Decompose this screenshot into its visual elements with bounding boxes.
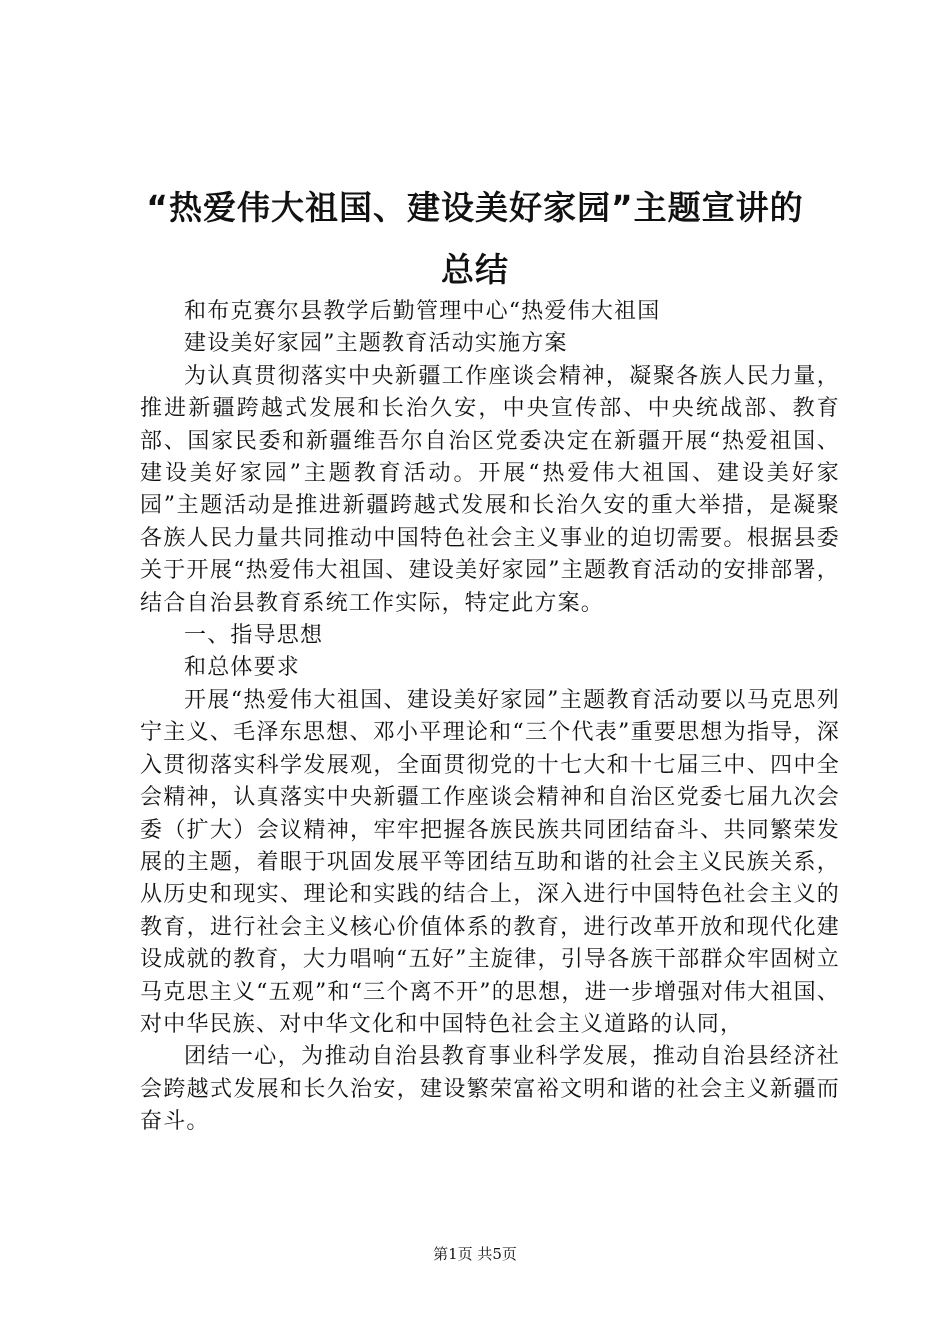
body-paragraph: 建设美好家园”主题教育活动实施方案 <box>184 331 568 357</box>
document-title-line-1: “热爱伟大祖国、建设美好家园”主题宣讲的 <box>146 188 804 227</box>
body-paragraph: 开展“热爱伟大祖国、建设美好家园”主题教育活动要以马克思列宁主义、毛泽东思想、邓小平理论和“三个代表”重要思想为指导，深入贯彻落实科学发展观，全面贯彻党的十七大和十七届三中、四中全会精神，认真落实中央新疆工作座谈会精神和自治区党委七届九次会委（扩大）会议精神，牢牢把握各族民族共同团结奋斗、共同繁荣发展的主题，着眼于巩固发展平等团结互助和谐的社会主义民族关系，从历史和现实、理论和实践的结合上，深入进行中国特色社会主义的教育，进行社会主义核心价值体系的教育，进行改革开放和现代化建设成就的教育，大力唱响“五好”主旋律，引导各族干部群众牢固树立马克思主义“五观”和“三个离不开”的思想，进一步增强对伟大祖国、对中华民族、对中华文化和中国特色社会主义道路的认同， <box>140 687 840 1037</box>
section-heading: 和总体要求 <box>184 655 301 681</box>
page-footer: 第1页 共5页 <box>433 1245 517 1263</box>
document-body <box>140 296 840 1139</box>
body-paragraph: 团结一心，为推动自治县教育事业科学发展，推动自治县经济社会跨越式发展和长久治安，建设繁荣富裕文明和谐的社会主义新疆而奋斗。 <box>140 1044 840 1135</box>
section-heading: 一、指导思想 <box>184 623 324 649</box>
body-paragraph: 和布克赛尔县教学后勤管理中心“热爱伟大祖国 <box>184 299 661 324</box>
document-title-line-2: 总结 <box>441 250 509 289</box>
body-paragraph: 为认真贯彻落实中央新疆工作座谈会精神，凝聚各族人民力量，推进新疆跨越式发展和长治久安，中央宣传部、中央统战部、教育部、国家民委和新疆维吾尔自治区党委决定在新疆开展“热爱祖国、建设美好家园”主题教育活动。开展“热爱伟大祖国、建设美好家园”主题活动是推进新疆跨越式发展和长治久安的重大举措，是凝聚各族人民力量共同推动中国特色社会主义事业的迫切需要。根据县委关于开展“热爱伟大祖国、建设美好家园”主题教育活动的安排部署，结合自治县教育系统工作实际，特定此方案。 <box>140 363 840 616</box>
